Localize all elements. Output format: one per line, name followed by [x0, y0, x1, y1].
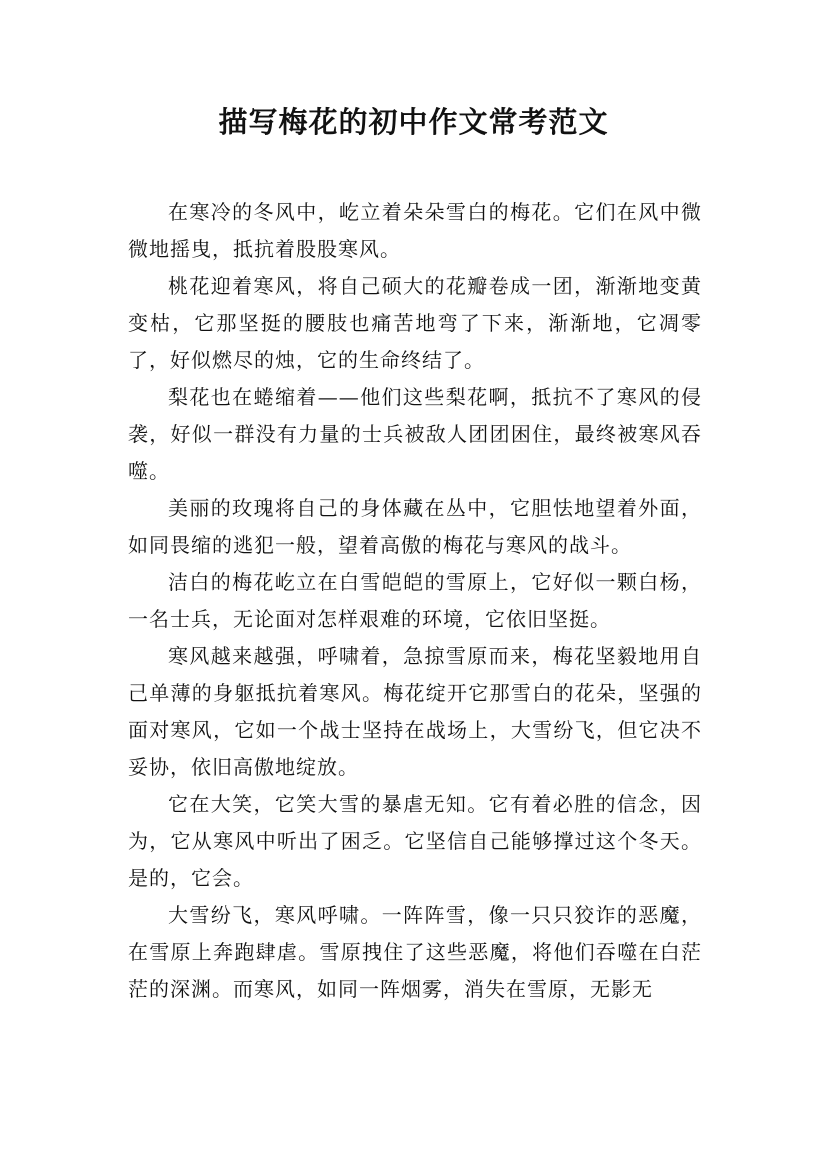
document-body — [128, 194, 702, 1008]
paragraph-8: 大雪纷飞，寒风呼啸。一阵阵雪，像一只只狡诈的恶魔，在雪原上奔跑肆虐。雪原拽住了这些恶魔，将他们吞噬在白茫茫的深渊。而寒风，如同一阵烟雾，消失在雪原，无影无 — [128, 903, 702, 1001]
paragraph-1: 在寒冷的冬风中，屹立着朵朵雪白的梅花。它们在风中微微地摇曳，抵抗着股股寒风。 — [128, 200, 702, 261]
paragraph-2: 桃花迎着寒风，将自己硕大的花瓣卷成一团，渐渐地变黄变枯，它那坚挺的腰肢也痛苦地弯了下来，渐渐地，它凋零了，好似燃尽的烛，它的生命终结了。 — [128, 274, 702, 372]
paragraph-5: 洁白的梅花屹立在白雪皑皑的雪原上，它好似一颗白杨，一名士兵，无论面对怎样艰难的环境，它依旧坚挺。 — [128, 570, 702, 631]
document-title: 描写梅花的初中作文常考范文 — [218, 105, 609, 139]
paragraph-6: 寒风越来越强，呼啸着，急掠雪原而来，梅花坚毅地用自己单薄的身躯抵抗着寒风。梅花绽开它那雪白的花朵，坚强的面对寒风，它如一个战士坚持在战场上，大雪纷飞，但它决不妥协，依旧高傲地绽放。 — [128, 644, 702, 779]
paragraph-4: 美丽的玫瑰将自己的身体藏在丛中，它胆怯地望着外面，如同畏缩的逃犯一般，望着高傲的梅花与寒风的战斗。 — [128, 496, 702, 557]
paragraph-3: 梨花也在蜷缩着——他们这些梨花啊，抵抗不了寒风的侵袭，好似一群没有力量的士兵被敌人团团困住，最终被寒风吞噬。 — [128, 385, 702, 483]
paragraph-7: 它在大笑，它笑大雪的暴虐无知。它有着必胜的信念，因为，它从寒风中听出了困乏。它坚信自己能够撑过这个冬天。是的，它会。 — [128, 792, 702, 890]
